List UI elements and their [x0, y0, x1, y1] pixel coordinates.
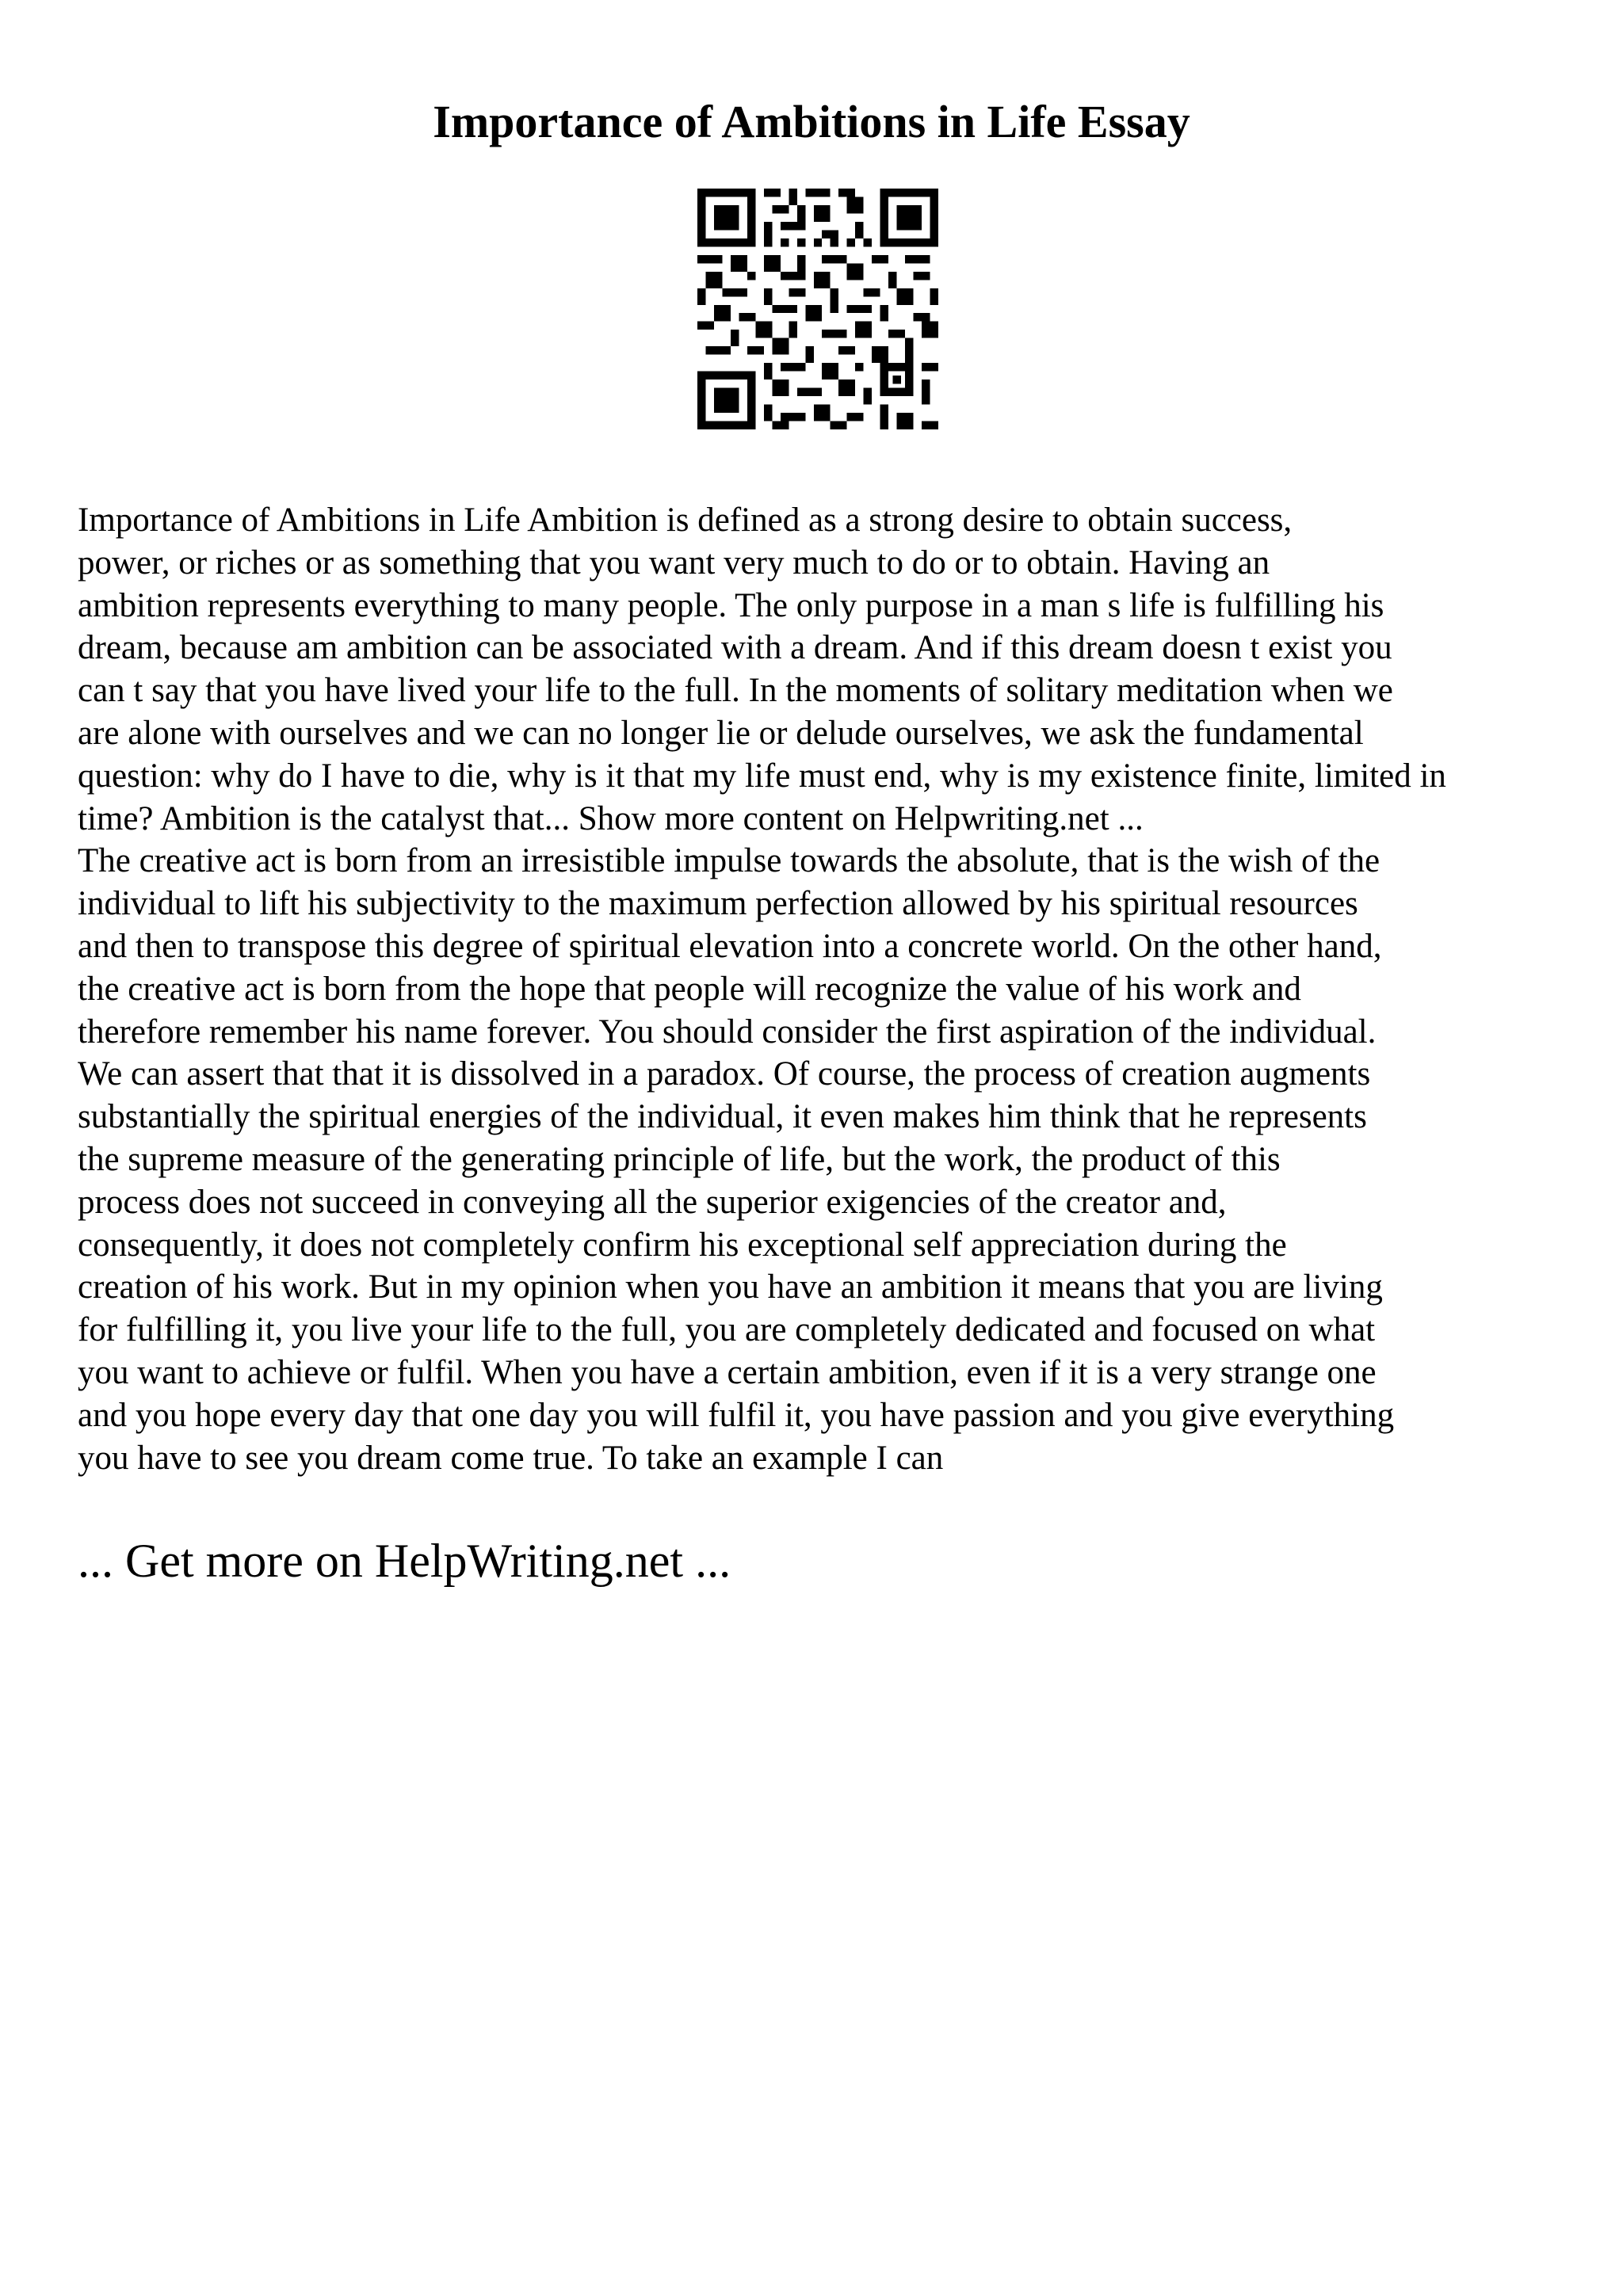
essay-body — [78, 499, 1583, 1479]
essay-line: you want to achieve or fulfil. When you have a certain ambition, even if it is a very strange one — [78, 1353, 1377, 1391]
essay-line: question: why do I have to die, why is it that my life must end, why is my existence finite, limited in — [78, 757, 1446, 795]
essay-line: process does not succeed in conveying all the superior exigencies of the creator and, — [78, 1183, 1227, 1221]
essay-line: are alone with ourselves and we can no longer lie or delude ourselves, we ask the fundamental — [78, 714, 1364, 752]
essay-line: therefore remember his name forever. You should consider the first aspiration of the individual. — [78, 1013, 1377, 1051]
essay-line: creation of his work. But in my opinion when you have an ambition it means that you are living — [78, 1268, 1383, 1306]
essay-line: can t say that you have lived your life to the full. In the moments of solitary meditation when we — [78, 672, 1393, 710]
essay-line: Importance of Ambitions in Life Ambition is defined as a strong desire to obtain success, — [78, 502, 1293, 539]
essay-line: substantially the spiritual energies of the individual, it even makes him think that he represents — [78, 1098, 1367, 1136]
essay-line: We can assert that that it is dissolved in a paradox. Of course, the process of creation augments — [78, 1055, 1371, 1093]
essay-line: time? Ambition is the catalyst that... Show more content on Helpwriting.net ... — [78, 799, 1144, 837]
qr-code — [697, 189, 938, 429]
get-more-link[interactable]: ... Get more on HelpWriting.net ... — [78, 1535, 731, 1587]
essay-line: and then to transpose this degree of spiritual elevation into a concrete world. On the other hand, — [78, 927, 1382, 965]
essay-line: power, or riches or as something that you want very much to do or to obtain. Having an — [78, 543, 1270, 582]
essay-line: the supreme measure of the generating principle of life, but the work, the product of this — [78, 1140, 1281, 1178]
qr-code-graphic — [697, 189, 938, 429]
essay-line: dream, because am ambition can be associated with a dream. And if this dream doesn t exist you — [78, 629, 1392, 667]
essay-line: individual to lift his subjectivity to the maximum perfection allowed by his spiritual resources — [78, 885, 1358, 923]
essay-line: you have to see you dream come true. To take an example I can — [78, 1439, 944, 1477]
essay-line: and you hope every day that one day you will fulfil it, you have passion and you give everything — [78, 1396, 1395, 1434]
essay-line: consequently, it does not completely confirm his exceptional self appreciation during the — [78, 1226, 1287, 1264]
essay-line: The creative act is born from an irresistible impulse towards the absolute, that is the wish of the — [78, 842, 1381, 880]
essay-line: ambition represents everything to many people. The only purpose in a man s life is fulfilling his — [78, 586, 1384, 624]
essay-line: the creative act is born from the hope that people will recognize the value of his work and — [78, 970, 1301, 1008]
essay-title: Importance of Ambitions in Life Essay — [433, 96, 1190, 147]
essay-line: for fulfilling it, you live your life to the full, you are completely dedicated and focused on what — [78, 1311, 1376, 1349]
